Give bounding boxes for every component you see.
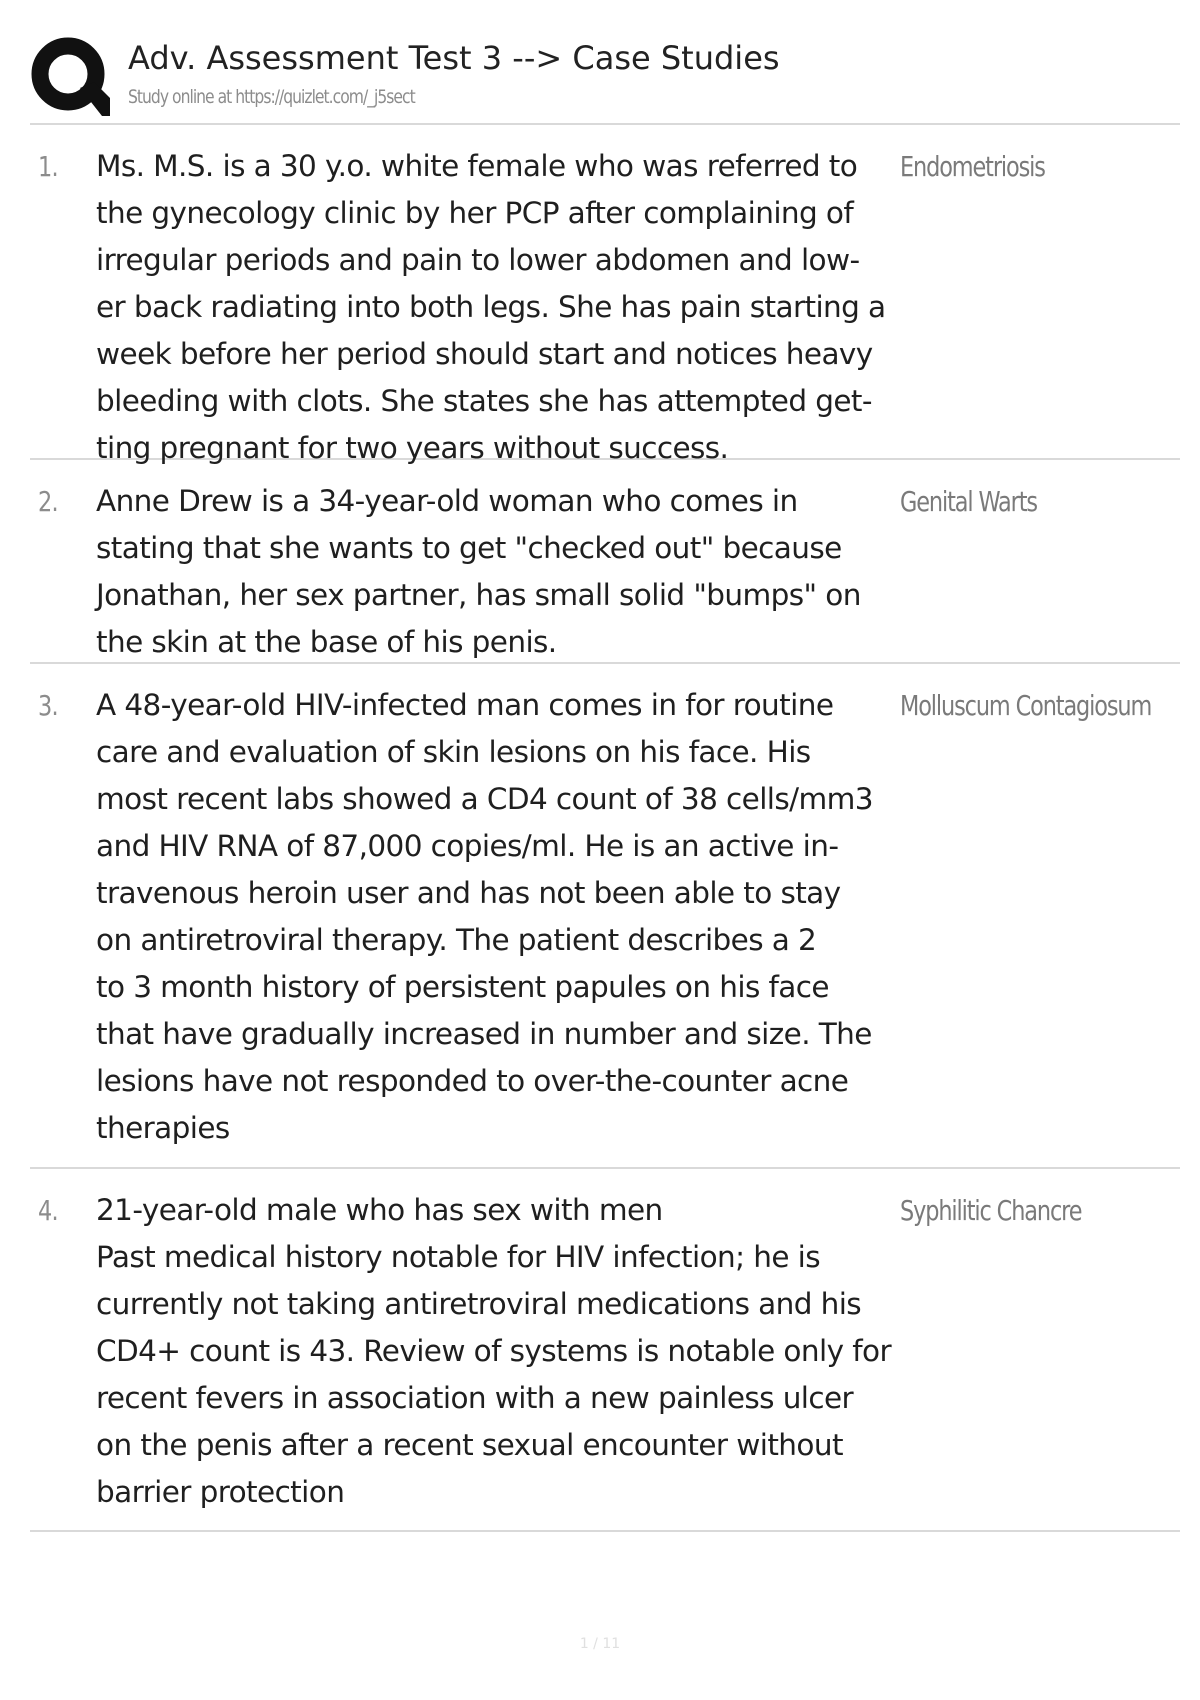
- card-number: 4.: [38, 1194, 58, 1227]
- card-number: 3.: [38, 689, 58, 722]
- flashcard-list: [30, 125, 1180, 1532]
- flashcard-row: [30, 460, 1180, 664]
- card-term: Ms. M.S. is a 30 y.o. white female who was referred to the gynecology clinic by her PCP after complaining of irregular periods and pain to lower abdomen and low- er back radiating into both legs. She has pain starting a week before her period should start and notices heavy bleeding with clots. She states she has attempted get- ting pregnant for two years without success.: [96, 149, 886, 465]
- page-number: 1 / 11: [579, 1636, 621, 1652]
- card-number: 1.: [38, 150, 58, 183]
- page-title: Adv. Assessment Test 3 --> Case Studies: [128, 39, 780, 77]
- card-number: 2.: [38, 485, 58, 518]
- card-term: Anne Drew is a 34-year-old woman who comes in stating that she wants to get "checked out" because Jonathan, her sex partner, has small solid "bumps" on the skin at the base of his penis.: [96, 484, 861, 659]
- flashcard-row: [30, 664, 1180, 1169]
- card-definition: Genital Warts: [900, 485, 1037, 518]
- page-header: [30, 36, 1180, 124]
- quizlet-logo-icon: [30, 36, 110, 118]
- card-definition: Endometriosis: [900, 150, 1045, 183]
- card-definition: Molluscum Contagiosum: [900, 689, 1152, 722]
- card-definition: Syphilitic Chancre: [900, 1194, 1082, 1227]
- study-online-link[interactable]: Study online at https://quizlet.com/_j5sect: [128, 86, 415, 108]
- flashcard-row: [30, 125, 1180, 465]
- card-term: A 48-year-old HIV-infected man comes in for routine care and evaluation of skin lesions on his face. His most recent labs showed a CD4 count of 38 cells/mm3 and HIV RNA of 87,000 copies/ml. He is an active in- travenous heroin user and has not been able to stay on antiretroviral therapy. The patient describes a 2 to 3 month history of persistent papules on his face that have gradually increased in number and size. The lesions have not responded to over-the-counter acne therapies: [96, 688, 873, 1145]
- flashcard-row: [30, 1169, 1180, 1532]
- card-term: 21-year-old male who has sex with men Past medical history notable for HIV infection; he is currently not taking antiretroviral medications and his CD4+ count is 43. Review of systems is notable only for recent fevers in association with a new painless ulcer on the penis after a recent sexual encounter without barrier protection: [96, 1193, 891, 1509]
